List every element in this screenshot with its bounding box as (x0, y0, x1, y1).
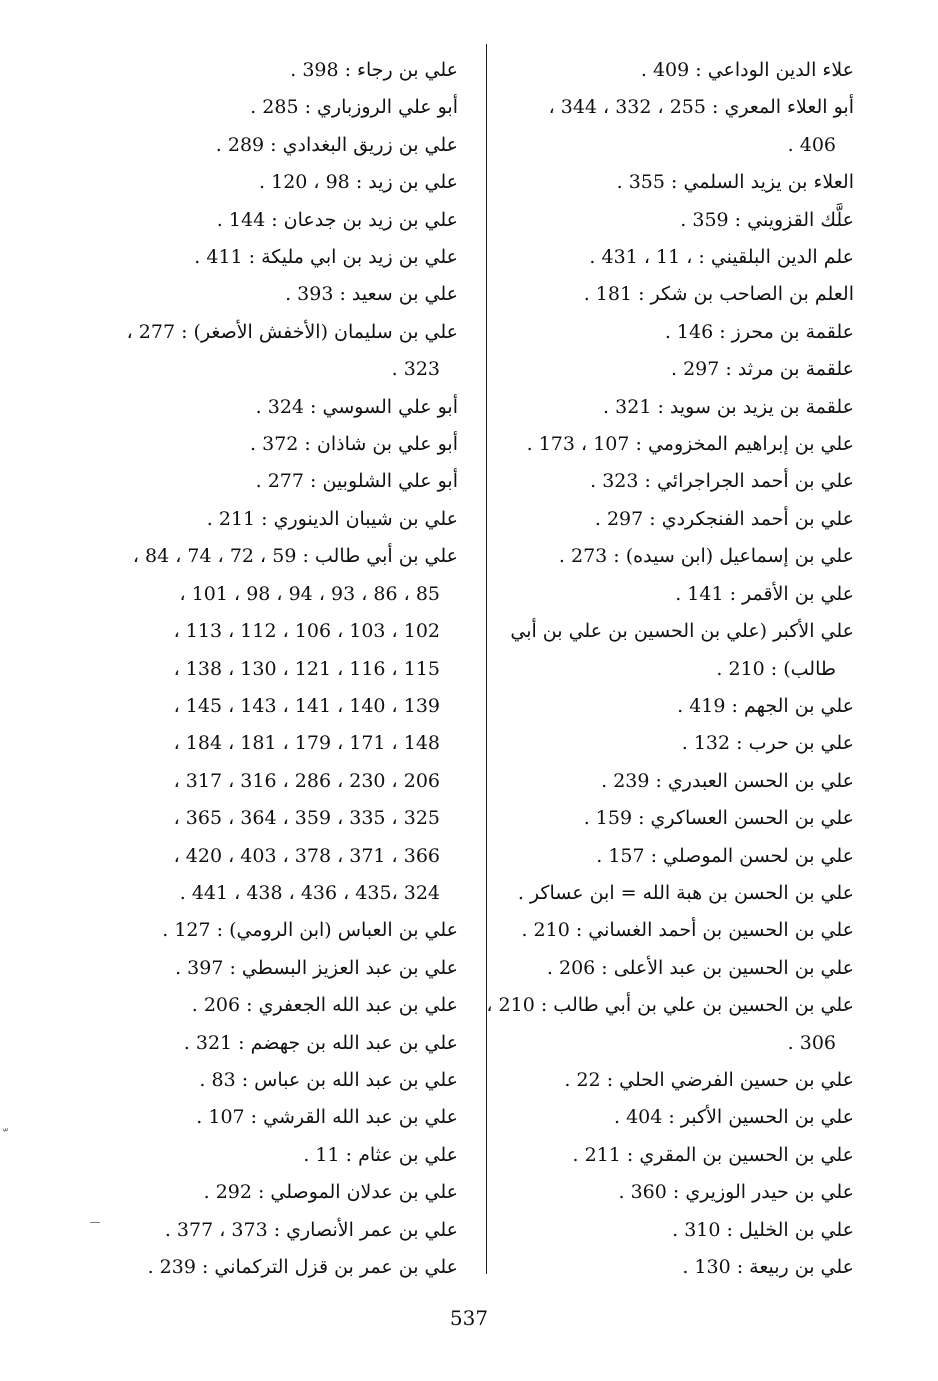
index-entry: علي بن زيد بن جدعان : 144 . (216, 208, 458, 231)
index-entry: أبو علي السوسي : 324 . (255, 395, 458, 418)
index-column-right (454, 52, 854, 1286)
index-entry: علي بن عمر الأنصاري : 373 ، 377 . (164, 1218, 458, 1241)
index-entry: علي بن شيبان الدينوري : 211 . (206, 507, 458, 530)
index-entry: علقمة بن مرثد : 297 . (670, 358, 854, 381)
index-entry: علي بن سليمان (الأخفش الأصغر) : 277 ، (126, 320, 458, 343)
index-entry-continuation: 406 . (787, 133, 836, 156)
index-entry: علقمة بن محرز : 146 . (664, 320, 854, 343)
index-entry: أبو علي الروزباري : 285 . (250, 96, 458, 119)
index-entry: علم الدين البلقيني : ، 11 ، 431 . (589, 246, 854, 269)
index-entry: علي بن الحسين بن علي بن أبي طالب : 210 ، (486, 994, 854, 1017)
page-ref-row: 324 ،435 ، 436 ، 438 ، 441 . (179, 881, 440, 904)
index-entry: علي بن إسماعيل (ابن سيده) : 273 . (558, 545, 854, 568)
index-entry: العلاء بن يزيد السلمي : 355 . (616, 171, 854, 194)
index-entry: أبو العلاء المعري : 255 ، 332 ، 344 ، (548, 96, 854, 119)
index-entry: علي بن حرب : 132 . (681, 732, 854, 755)
index-entry: علي بن العباس (ابن الرومي) : 127 . (162, 919, 458, 942)
page-ref-row: 115 ، 116 ، 121 ، 130 ، 138 ، (173, 657, 440, 680)
index-entry: العلم بن الصاحب بن شكر : 181 . (583, 283, 854, 306)
index-entry: علَّك القزويني : 359 . (680, 208, 854, 231)
page-ref-row: 85 ، 86 ، 93 ، 94 ، 98 ، 101 ، (179, 582, 440, 605)
scan-mark (90, 1222, 100, 1223)
index-entry: علي بن عبد الله بن جهضم : 321 . (183, 1031, 458, 1054)
index-entry-continuation: 323 . (391, 358, 440, 381)
page-ref-row: 139 ، 140 ، 141 ، 143 ، 145 ، (173, 694, 440, 717)
index-entry: علي بن عثام : 11 . (303, 1143, 458, 1166)
index-entry: علي بن زيد بن ابي مليكة : 411 . (194, 246, 458, 269)
index-entry: علي بن الحسين بن أحمد الغساني : 210 . (521, 919, 854, 942)
index-entry: علي بن الحسن بن هبة الله = ابن عساكر . (517, 881, 854, 904)
index-entry: علي بن الحسين بن عبد الأعلى : 206 . (546, 956, 854, 979)
page-ref-row: 148 ، 171 ، 179 ، 181 ، 184 ، (173, 732, 440, 755)
index-entry: علي بن ربيعة : 130 . (682, 1256, 854, 1278)
index-entry: أبو علي الشلوبين : 277 . (255, 470, 458, 493)
index-entry-continuation: 306 . (787, 1031, 836, 1054)
index-entry: علي بن عبد الله بن عباس : 83 . (199, 1068, 458, 1091)
index-entry: علاء الدين الوداعي : 409 . (640, 59, 854, 81)
index-entry: علي بن عبد العزيز البسطي : 397 . (175, 956, 458, 979)
index-entry: علي بن رجاء : 398 . (290, 59, 458, 81)
page-ref-row: 366 ، 371 ، 378 ، 403 ، 420 ، (173, 844, 440, 867)
index-entry: علي بن الجهم : 419 . (677, 694, 854, 717)
page-ref-row: 206 ، 230 ، 286 ، 316 ، 317 ، (173, 769, 440, 792)
index-entry: علي بن عبد الله الجعفري : 206 . (191, 994, 458, 1017)
index-entry: علي الأكبر (علي بن الحسين بن علي بن أبي (510, 620, 854, 643)
index-entry: علي بن حيدر الوزيري : 360 . (618, 1181, 854, 1204)
index-entry: علي بن أبي طالب : 59 ، 72 ، 74 ، 84 ، (132, 545, 458, 568)
index-entry: علقمة بن يزيد بن سويد : 321 . (603, 395, 854, 418)
index-entry: علي بن عمر بن قزل التركماني : 239 . (147, 1256, 458, 1278)
page-ref-row: 102 ، 103 ، 106 ، 112 ، 113 ، (173, 620, 440, 643)
index-entry: علي بن سعيد : 393 . (285, 283, 458, 306)
index-column-left (86, 52, 458, 1286)
index-entry: علي بن عدلان الموصلي : 292 . (203, 1181, 458, 1204)
index-entry: علي بن إبراهيم المخزومي : 107 ، 173 . (526, 433, 854, 456)
index-entry: علي بن الحسين الأكبر : 404 . (613, 1106, 854, 1129)
index-entry: علي بن أحمد الجراجرائي : 323 . (590, 470, 854, 493)
index-entry: علي بن الحسين بن المقري : 211 . (572, 1143, 854, 1166)
index-entry: علي بن زيد : 98 ، 120 . (259, 171, 458, 194)
index-entry: أبو علي بن شاذان : 372 . (250, 433, 458, 456)
page-ref-row: 325 ، 335 ، 359 ، 364 ، 365 ، (173, 807, 440, 830)
index-entry: علي بن زريق البغدادي : 289 . (215, 133, 458, 156)
index-entry: علي بن الأقمر : 141 . (675, 582, 854, 605)
index-entry: علي بن أحمد الفنجكردي : 297 . (594, 507, 854, 530)
index-entry: علي بن الحسن العبدري : 239 . (601, 769, 854, 792)
index-entry-continuation: طالب) : 210 . (716, 657, 836, 680)
page-number: 537 (449, 1306, 489, 1330)
index-entry: علي بن عبد الله القرشي : 107 . (196, 1106, 458, 1129)
index-entry: علي بن لحسن الموصلي : 157 . (596, 844, 854, 867)
index-entry: علي بن الخليل : 310 . (672, 1218, 854, 1241)
index-entry: علي بن حسين الفرضي الحلي : 22 . (564, 1068, 854, 1091)
index-entry: علي بن الحسن العساكري : 159 . (583, 807, 854, 830)
